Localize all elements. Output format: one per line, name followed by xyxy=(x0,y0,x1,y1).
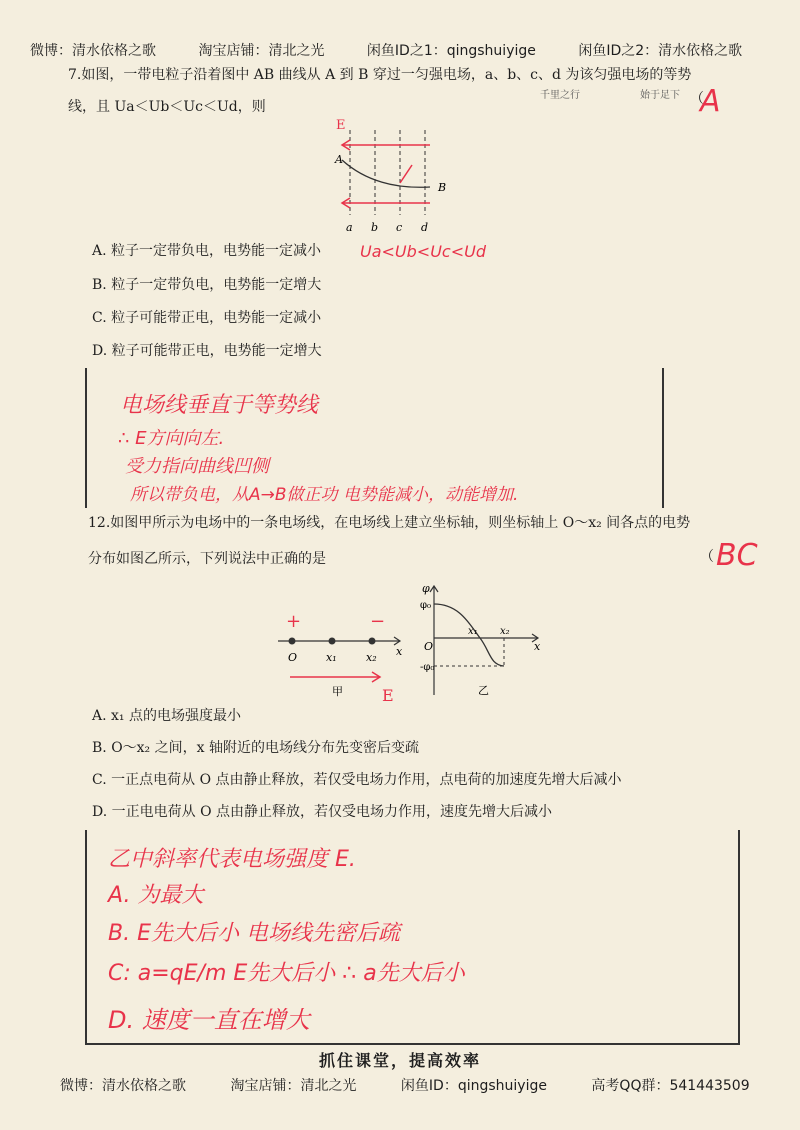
footer-weibo: 微博：清水依格之歌 xyxy=(60,1078,186,1094)
label-yi-x2: x₂ xyxy=(500,626,510,637)
footer-xianyu: 闲鱼ID：qingshuiyige xyxy=(400,1078,547,1094)
page-footer xyxy=(60,1075,790,1095)
label-line-b: b xyxy=(371,221,379,234)
q7-note-4: 所以带负电，从A→B做正功 电势能减小，动能增加. xyxy=(130,485,519,505)
q12-figure-yi xyxy=(420,580,545,705)
slogan: 抓住课堂，提高效率 xyxy=(318,1051,481,1070)
q7-option-d: D. 粒子可能带正电，电势能一定增大 xyxy=(92,343,322,359)
header-weibo: 微博：清水依格之歌 xyxy=(30,43,156,59)
q12-stem-line2: 分布如图乙所示，下列说法中正确的是 xyxy=(88,551,326,567)
q7-stem-line2: 线，且 Ua＜Ub＜Uc＜Ud，则 xyxy=(68,99,266,115)
q12-note-5: D. 速度一直在增大 xyxy=(108,1006,310,1034)
label-yi-x1: x₁ xyxy=(468,626,478,637)
footer-taobao: 淘宝店铺：清北之光 xyxy=(230,1078,357,1094)
handwritten-minus: − xyxy=(370,611,386,632)
q7-note-1: 电场线垂直于等势线 xyxy=(120,393,319,418)
label-o: O xyxy=(288,651,298,664)
q7-box-right-border xyxy=(662,368,664,508)
q7-option-c: C. 粒子可能带正电，电势能一定减小 xyxy=(92,310,322,326)
footer-qq: 高考QQ群：541443509 xyxy=(591,1078,750,1094)
q12-figure-jia xyxy=(270,605,420,705)
header-taobao: 淘宝店铺：清北之光 xyxy=(198,43,325,59)
q12-option-d: D. 一正电电荷从 O 点由静止释放，若仅受电场力作用，速度先增大后减小 xyxy=(92,804,553,820)
q7-stem-line1: 7.如图，一带电粒子沿着图中 AB 曲线从 A 到 B 穿过一匀强电场，a、b、c、d 为该匀强电场的等势 xyxy=(68,67,692,83)
point-o xyxy=(289,638,296,645)
label-point-b: B xyxy=(438,181,447,194)
label-yi-x-axis: x xyxy=(534,640,541,653)
caption-yi: 乙 xyxy=(478,684,489,697)
q12-option-b: B. O～x₂ 之间，x 轴附近的电场线分布先变密后变疏 xyxy=(92,740,419,756)
trajectory-ab xyxy=(342,160,430,187)
q12-note-4: C: a=qE/m E先大后小 ∴ a先大后小 xyxy=(108,961,465,986)
q7-note-2: ∴ E方向向左. xyxy=(118,428,225,449)
q7-field-figure xyxy=(330,115,470,240)
q12-option-c: C. 一正点电荷从 O 点由静止释放，若仅受电场力作用，点电荷的加速度先增大后减小 xyxy=(92,772,622,788)
label-phi: φ xyxy=(422,582,430,595)
label-point-a: A xyxy=(335,153,343,166)
page-header xyxy=(30,40,780,60)
label-x1: x₁ xyxy=(326,651,337,664)
q12-stem-line1: 12.如图甲所示为电场中的一条电场线，在电场线上建立坐标轴，则坐标轴上 O～x₂ 间各点的电势 xyxy=(88,515,691,531)
q7-option-a: A. 粒子一定带负电，电势能一定减小 xyxy=(92,243,322,259)
label-line-a: a xyxy=(346,221,353,234)
handwritten-field-e: E xyxy=(336,118,346,133)
header-xianyu1: 闲鱼ID之1：qingshuiyige xyxy=(366,43,536,59)
q12-option-a: A. x₁ 点的电场强度最小 xyxy=(92,708,241,724)
faint-mark-left: 千里之行 xyxy=(540,90,580,101)
q7-answer-bracket: （ xyxy=(690,91,704,107)
label-x2: x₂ xyxy=(366,651,377,664)
q12-note-3: B. E先大后小 电场线先密后疏 xyxy=(108,921,400,946)
q7-note-3: 受力指向曲线凹侧 xyxy=(125,456,269,477)
point-x1 xyxy=(329,638,336,645)
q12-handwritten-answer: BC xyxy=(716,538,758,573)
caption-jia: 甲 xyxy=(332,685,343,698)
label-origin: O xyxy=(424,640,434,653)
force-arrow xyxy=(400,165,412,183)
q12-note-2: A. 为最大 xyxy=(108,883,204,908)
q12-note-1: 乙中斜率代表电场强度 E. xyxy=(108,847,356,872)
handwritten-plus: + xyxy=(286,611,302,632)
q12-box-right-border xyxy=(738,830,740,1045)
label-x-axis: x xyxy=(396,645,403,658)
q12-answer-bracket: （ xyxy=(700,549,714,565)
q12-box-left-border xyxy=(85,830,87,1045)
handwritten-field-e2: E xyxy=(382,686,394,705)
q7-option-b: B. 粒子一定带负电，电势能一定增大 xyxy=(92,277,322,293)
label-neg-phi0: -φ₀ xyxy=(420,662,435,673)
label-line-c: c xyxy=(396,221,403,234)
q7-box-left-border xyxy=(85,368,87,508)
q7-handwritten-potential-note: Ua<Ub<Uc<Ud xyxy=(360,242,486,261)
label-line-d: d xyxy=(421,221,429,234)
q7-handwritten-answer: A xyxy=(700,84,721,119)
q12-box-bottom-border xyxy=(85,1043,740,1045)
faint-mark-right: 始于足下 xyxy=(640,90,680,101)
label-phi0: φ₀ xyxy=(420,600,432,611)
header-xianyu2: 闲鱼ID之2：清水依格之歌 xyxy=(578,43,743,59)
point-x2 xyxy=(369,638,376,645)
